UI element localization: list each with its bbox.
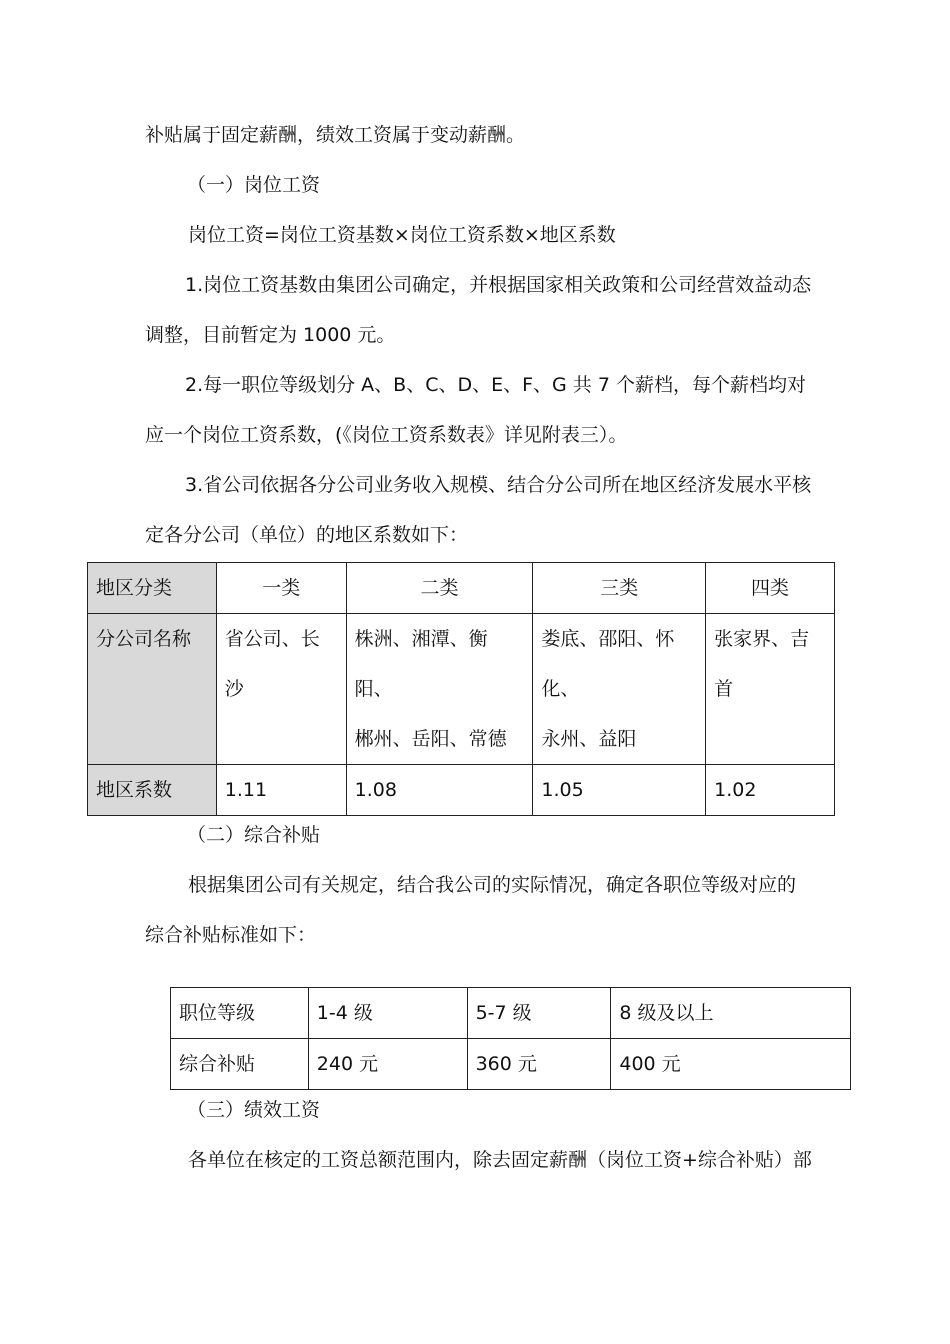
table-cell [706,614,835,765]
list-item-text: 2.每一职位等级划分 A、B、C、D、E、F、G 共 7 个薪档，每个薪档均对 [185,374,806,396]
table-row [171,988,851,1039]
table-cell: 5-7 级 [467,988,611,1039]
list-item-text: 调整，目前暂定为 1000 元。 [145,324,396,346]
table-cell: 职位等级 [171,988,309,1039]
table-row [171,1039,851,1090]
cell-line: 郴州、岳阳、常德 [354,728,507,750]
table-cell: 三类 [533,563,706,614]
table-cell: 240 元 [308,1039,467,1090]
table-cell [533,614,706,765]
table-cell: 二类 [346,563,533,614]
table-cell [346,614,533,765]
table-cell: 360 元 [467,1039,611,1090]
table-cell: 1.05 [533,765,706,816]
table-cell: 1.02 [706,765,835,816]
allowance-table [170,987,851,1090]
table-cell: 400 元 [611,1039,851,1090]
paragraph-text: 补贴属于固定薪酬，绩效工资属于变动薪酬。 [145,124,526,146]
section-heading: （二）综合补贴 [187,824,321,846]
list-item-text: 3.省公司依据各分公司业务收入规模、结合分公司所在地区经济发展水平核 [185,474,812,496]
table-cell: 1.08 [346,765,533,816]
table-row [88,563,835,614]
region-coefficient-table [87,562,835,816]
table-cell: 四类 [706,563,835,614]
section-heading: （一）岗位工资 [187,174,321,196]
list-item-text: 应一个岗位工资系数，(《岗位工资系数表》详见附表三）。 [145,424,628,446]
paragraph-text: 根据集团公司有关规定，结合我公司的实际情况，确定各职位等级对应的 [188,874,797,896]
paragraph-text: 综合补贴标准如下： [145,924,317,946]
table-row [88,765,835,816]
formula-text: 岗位工资=岗位工资基数×岗位工资系数×地区系数 [188,224,616,246]
table-cell: 综合补贴 [171,1039,309,1090]
table-cell: 8 级及以上 [611,988,851,1039]
table-cell: 1-4 级 [308,988,467,1039]
cell-line: 永州、益阳 [541,728,637,750]
list-item-text: 1.岗位工资基数由集团公司确定，并根据国家相关政策和公司经营效益动态 [185,274,812,296]
table-row-header: 地区分类 [88,563,217,614]
table-row-header: 地区系数 [88,765,217,816]
section-heading: （三）绩效工资 [187,1099,321,1121]
cell-line: 张家界、吉首 [714,628,810,700]
cell-line: 娄底、邵阳、怀化、 [541,628,675,700]
list-item-text: 定各分公司（单位）的地区系数如下： [145,524,469,546]
table-cell [216,614,346,765]
table-cell: 一类 [216,563,346,614]
table-cell: 1.11 [216,765,346,816]
cell-line: 省公司、长沙 [224,628,320,700]
paragraph-text: 各单位在核定的工资总额范围内，除去固定薪酬（岗位工资+综合补贴）部 [188,1149,812,1171]
table-row [88,614,835,765]
cell-line: 株洲、湘潭、衡阳、 [354,628,488,700]
table-row-header: 分公司名称 [88,614,217,765]
